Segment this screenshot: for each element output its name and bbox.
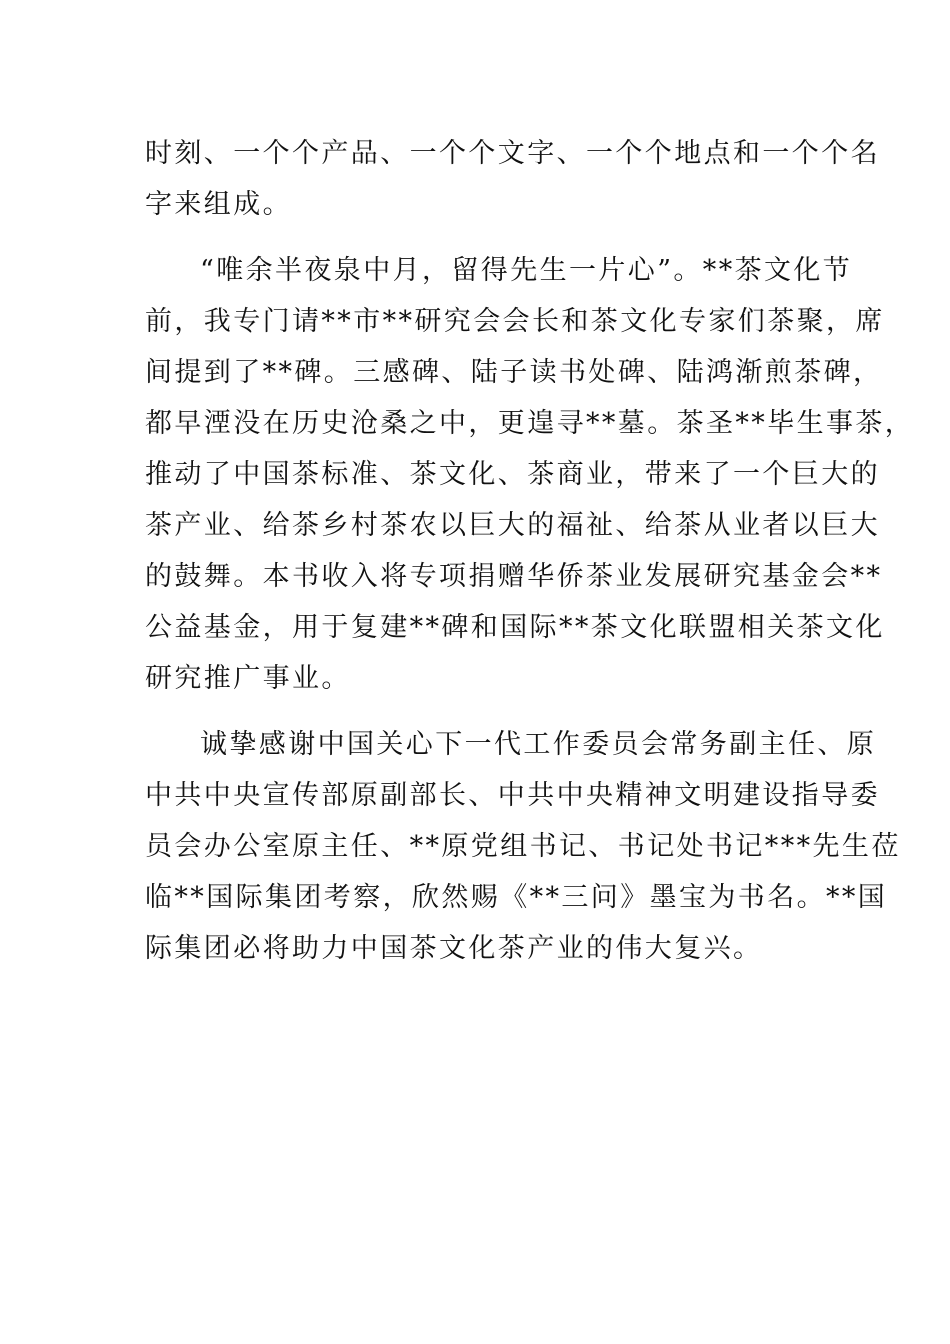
text-line: 的鼓舞。本书收入将专项捐赠华侨茶业发展研究基金会** [145, 561, 883, 592]
paragraph-3 [145, 719, 901, 974]
paragraph-spacer [145, 230, 825, 245]
text-line: 前，我专门请**市**研究会会长和茶文化专家们茶聚，席 [145, 306, 885, 337]
text-line: 间提到了**碑。三感碑、陆子读书处碑、陆鸿渐煎茶碑， [145, 357, 883, 388]
paragraph-2 [145, 245, 915, 704]
text-line: 都早湮没在历史沧桑之中，更遑寻**墓。茶圣**毕生事茶， [145, 408, 915, 439]
text-line: “唯余半夜泉中月，留得先生一片心”。**茶文化节 [200, 255, 853, 286]
text-line: 时刻、一个个产品、一个个文字、一个个地点和一个个名 [145, 138, 880, 169]
text-line: 员会办公室原主任、**原党组书记、书记处书记***先生莅 [145, 831, 901, 862]
text-line: 临**国际集团考察，欣然赐《**三问》墨宝为书名。**国 [145, 882, 888, 913]
text-line: 中共中央宣传部原副部长、中共中央精神文明建设指导委 [145, 780, 880, 811]
text-line: 研究推广事业。 [145, 663, 351, 694]
text-line: 诚挚感谢中国关心下一代工作委员会常务副主任、原 [200, 729, 877, 760]
text-line: 际集团必将助力中国茶文化茶产业的伟大复兴。 [145, 933, 763, 964]
paragraph-1 [145, 128, 880, 230]
text-line: 公益基金，用于复建**碑和国际**茶文化联盟相关茶文化 [145, 612, 885, 643]
body-text [145, 128, 915, 974]
text-line: 字来组成。 [145, 189, 292, 220]
text-line: 茶产业、给茶乡村茶农以巨大的福祉、给茶从业者以巨大 [145, 510, 880, 541]
paragraph-spacer [145, 704, 825, 719]
text-line: 推动了中国茶标准、茶文化、茶商业，带来了一个巨大的 [145, 459, 880, 490]
